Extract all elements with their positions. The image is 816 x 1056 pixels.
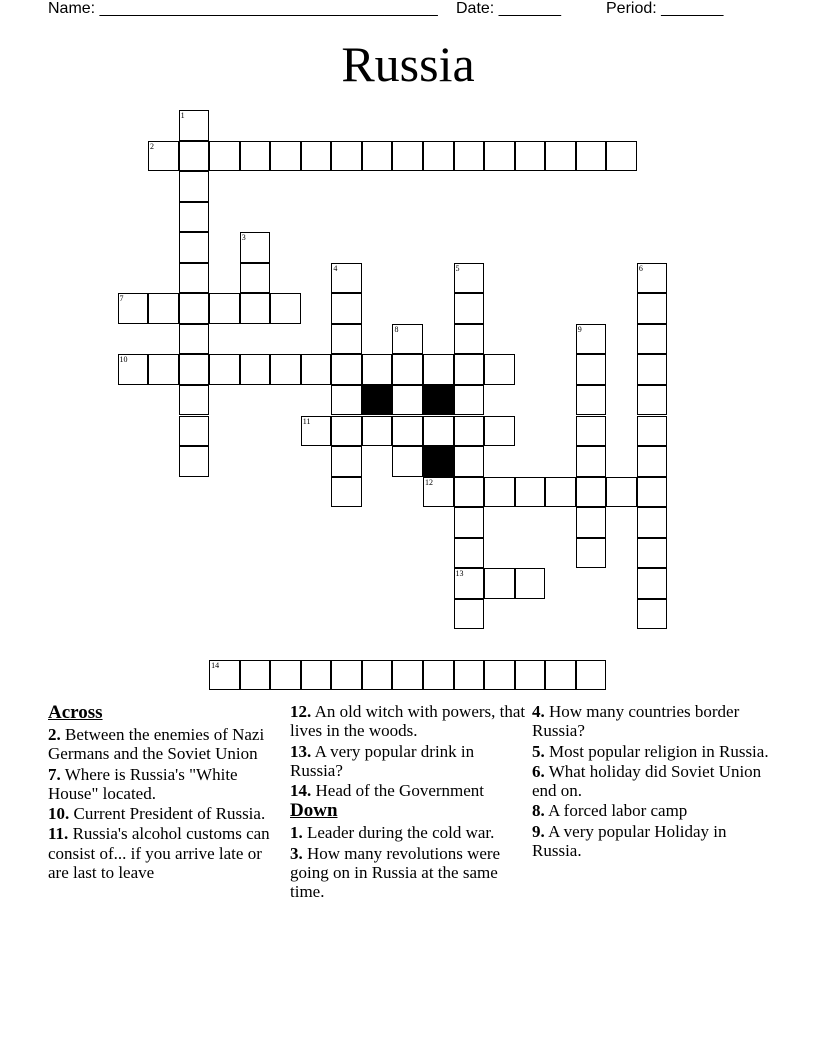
page-title: Russia bbox=[341, 36, 475, 92]
crossword-cell[interactable] bbox=[423, 477, 454, 508]
clue-down-3: 3. How many revolutions were going on in Russia at the same time. bbox=[290, 843, 501, 902]
crossword-cell[interactable] bbox=[423, 660, 454, 691]
crossword-cell[interactable] bbox=[240, 263, 271, 294]
crossword-cell[interactable] bbox=[240, 232, 271, 263]
clue-down-9: 9. A very popular Holiday in Russia. bbox=[532, 821, 727, 861]
crossword-cell[interactable] bbox=[179, 293, 210, 324]
crossword-cell[interactable] bbox=[576, 416, 607, 447]
crossword-cell[interactable] bbox=[637, 416, 668, 447]
clue-number: 12 bbox=[425, 477, 433, 487]
crossword-cell[interactable] bbox=[179, 324, 210, 355]
crossword-cell[interactable] bbox=[576, 141, 607, 172]
clue-number: 13 bbox=[455, 569, 464, 579]
crossword-cell[interactable] bbox=[209, 141, 240, 172]
black-square bbox=[362, 385, 393, 416]
crossword-cell[interactable] bbox=[454, 599, 485, 630]
crossword-cell[interactable] bbox=[545, 477, 576, 508]
crossword-cell[interactable] bbox=[637, 446, 668, 477]
crossword-cell[interactable] bbox=[576, 660, 607, 691]
crossword-cell[interactable] bbox=[301, 141, 332, 172]
period-field[interactable]: Period: _______ bbox=[606, 0, 724, 17]
crossword-cell[interactable] bbox=[240, 293, 271, 324]
crossword-cell[interactable] bbox=[179, 263, 210, 294]
clue-across-14: 14. Head of the Government bbox=[290, 781, 485, 801]
crossword-cell[interactable] bbox=[454, 446, 485, 477]
crossword-cell[interactable] bbox=[362, 141, 393, 172]
crossword-cell[interactable] bbox=[484, 660, 515, 691]
crossword-cell[interactable] bbox=[576, 385, 607, 416]
clue-number: 14 bbox=[211, 660, 220, 670]
crossword-cell[interactable] bbox=[331, 416, 362, 447]
clue-down-8: 8. A forced labor camp bbox=[532, 801, 688, 821]
crossword-cell[interactable] bbox=[484, 568, 515, 599]
clue-number: 7 bbox=[119, 294, 124, 304]
crossword-cell[interactable] bbox=[515, 660, 546, 691]
clue-down-1: 1. Leader during the cold war. bbox=[290, 823, 495, 843]
clues-column-3 bbox=[532, 702, 772, 860]
crossword-cell[interactable] bbox=[392, 660, 423, 691]
clue-number: 5 bbox=[455, 263, 460, 273]
crossword-cell[interactable] bbox=[545, 660, 576, 691]
crossword-cell[interactable] bbox=[423, 141, 454, 172]
clue-across-7: 7. Where is Russia's "White House" located. bbox=[48, 764, 238, 803]
name-field[interactable]: Name: ______________________________________ bbox=[48, 0, 438, 17]
crossword-cell[interactable] bbox=[484, 477, 515, 508]
crossword-cell[interactable] bbox=[454, 507, 485, 538]
crossword-cell[interactable] bbox=[392, 354, 423, 385]
crossword-cell[interactable] bbox=[301, 354, 332, 385]
clue-number: 8 bbox=[394, 324, 399, 334]
crossword-cell[interactable] bbox=[331, 477, 362, 508]
crossword-cell[interactable] bbox=[454, 660, 485, 691]
crossword-cell[interactable] bbox=[179, 202, 210, 233]
clue-number: 11 bbox=[302, 416, 311, 426]
crossword-cell[interactable] bbox=[270, 141, 301, 172]
crossword-cell[interactable] bbox=[454, 324, 485, 355]
across-heading: Across bbox=[48, 702, 103, 723]
crossword-cell[interactable] bbox=[515, 141, 546, 172]
crossword-cell[interactable] bbox=[454, 385, 485, 416]
clue-across-10: 10. Current President of Russia. bbox=[48, 804, 266, 824]
crossword-cell[interactable] bbox=[362, 416, 393, 447]
crossword-cell[interactable] bbox=[637, 477, 668, 508]
clue-across-11: 11. Russia's alcohol customs can consist of... if you arrive late or are last to leave bbox=[48, 824, 270, 883]
crossword-cell[interactable] bbox=[484, 416, 515, 447]
crossword-cell[interactable] bbox=[576, 538, 607, 569]
black-square bbox=[423, 446, 454, 477]
clues-column-1 bbox=[48, 702, 280, 882]
crossword-cell[interactable] bbox=[576, 446, 607, 477]
crossword-cell[interactable] bbox=[637, 293, 668, 324]
crossword-cell[interactable] bbox=[454, 416, 485, 447]
crossword-cell[interactable] bbox=[148, 354, 179, 385]
clue-number: 2 bbox=[150, 141, 155, 151]
crossword-cell[interactable] bbox=[179, 141, 210, 172]
crossword-cell[interactable] bbox=[209, 354, 240, 385]
crossword-cell[interactable] bbox=[301, 416, 332, 447]
date-field[interactable]: Date: _______ bbox=[456, 0, 561, 17]
crossword-cell[interactable] bbox=[423, 354, 454, 385]
clue-number: 4 bbox=[333, 263, 338, 273]
crossword-cell[interactable] bbox=[392, 416, 423, 447]
clue-down-4: 4. How many countries border Russia? bbox=[532, 702, 740, 741]
crossword-cell[interactable] bbox=[179, 232, 210, 263]
crossword-cell[interactable] bbox=[240, 660, 271, 691]
crossword-cell[interactable] bbox=[331, 324, 362, 355]
crossword-cell[interactable] bbox=[637, 599, 668, 630]
crossword-cell[interactable] bbox=[454, 568, 485, 599]
crossword-cell[interactable] bbox=[484, 354, 515, 385]
crossword-cell[interactable] bbox=[454, 538, 485, 569]
crossword-cell[interactable] bbox=[606, 141, 637, 172]
crossword-cell[interactable] bbox=[545, 141, 576, 172]
crossword-cell[interactable] bbox=[576, 507, 607, 538]
crossword-cell[interactable] bbox=[148, 293, 179, 324]
crossword-cell[interactable] bbox=[454, 293, 485, 324]
crossword-cell[interactable] bbox=[179, 416, 210, 447]
clue-down-6: 6. What holiday did Soviet Union end on. bbox=[532, 761, 762, 801]
crossword-cell[interactable] bbox=[576, 324, 607, 355]
crossword-cell[interactable] bbox=[515, 568, 546, 599]
crossword-cell[interactable] bbox=[362, 660, 393, 691]
crossword-cell[interactable] bbox=[392, 446, 423, 477]
crossword-cell[interactable] bbox=[331, 354, 362, 385]
crossword-cell[interactable] bbox=[179, 110, 210, 141]
crossword-cell[interactable] bbox=[270, 660, 301, 691]
crossword-cell[interactable] bbox=[331, 446, 362, 477]
clue-across-12: 12. An old witch with powers, that lives in the woods. bbox=[290, 702, 526, 741]
crossword-cell[interactable] bbox=[637, 354, 668, 385]
crossword-cell[interactable] bbox=[637, 385, 668, 416]
crossword-cell[interactable] bbox=[454, 354, 485, 385]
crossword-cell[interactable] bbox=[637, 324, 668, 355]
crossword-cell[interactable] bbox=[637, 568, 668, 599]
crossword-cell[interactable] bbox=[179, 171, 210, 202]
crossword-cell[interactable] bbox=[179, 446, 210, 477]
crossword-cell[interactable] bbox=[331, 141, 362, 172]
crossword-cell[interactable] bbox=[637, 507, 668, 538]
crossword-cell[interactable] bbox=[362, 354, 393, 385]
crossword-cell[interactable] bbox=[301, 660, 332, 691]
down-heading: Down bbox=[290, 800, 338, 822]
crossword-cell[interactable] bbox=[637, 538, 668, 569]
clue-across-13: 13. A very popular drink in Russia? bbox=[290, 741, 475, 780]
crossword-cell[interactable] bbox=[331, 660, 362, 691]
clue-number: 10 bbox=[119, 355, 128, 365]
crossword-cell[interactable] bbox=[118, 293, 149, 324]
clue-number: 9 bbox=[577, 324, 582, 334]
crossword-cell[interactable] bbox=[392, 385, 423, 416]
clue-number: 6 bbox=[638, 263, 643, 273]
crossword-cell[interactable] bbox=[331, 263, 362, 294]
crossword-cell[interactable] bbox=[209, 660, 240, 691]
clue-across-2: 2. Between the enemies of Nazi Germans and the Soviet Union bbox=[48, 725, 265, 764]
crossword-cell[interactable] bbox=[270, 293, 301, 324]
crossword-cell[interactable] bbox=[606, 477, 637, 508]
crossword-cell[interactable] bbox=[392, 141, 423, 172]
crossword-cell[interactable] bbox=[148, 141, 179, 172]
crossword-cell[interactable] bbox=[454, 141, 485, 172]
crossword-cell[interactable] bbox=[576, 354, 607, 385]
crossword-cell[interactable] bbox=[454, 263, 485, 294]
crossword-cell[interactable] bbox=[454, 477, 485, 508]
black-square bbox=[423, 385, 454, 416]
crossword-cell[interactable] bbox=[423, 416, 454, 447]
crossword-cell[interactable] bbox=[331, 385, 362, 416]
crossword-cell[interactable] bbox=[240, 141, 271, 172]
crossword-cell[interactable] bbox=[179, 354, 210, 385]
crossword-cell[interactable] bbox=[240, 354, 271, 385]
crossword-cell[interactable] bbox=[576, 477, 607, 508]
crossword-cell[interactable] bbox=[637, 263, 668, 294]
crossword-cell[interactable] bbox=[209, 293, 240, 324]
clue-down-5: 5. Most popular religion in Russia. bbox=[532, 741, 769, 761]
crossword-cell[interactable] bbox=[331, 293, 362, 324]
crossword-cell[interactable] bbox=[118, 354, 149, 385]
crossword-cell[interactable] bbox=[270, 354, 301, 385]
crossword-cell[interactable] bbox=[392, 324, 423, 355]
crossword-cell[interactable] bbox=[484, 141, 515, 172]
crossword-cell[interactable] bbox=[179, 385, 210, 416]
clue-number: 1 bbox=[180, 111, 185, 120]
clue-number: 3 bbox=[241, 233, 246, 243]
clues-column-2 bbox=[290, 702, 526, 902]
crossword-cell[interactable] bbox=[515, 477, 546, 508]
